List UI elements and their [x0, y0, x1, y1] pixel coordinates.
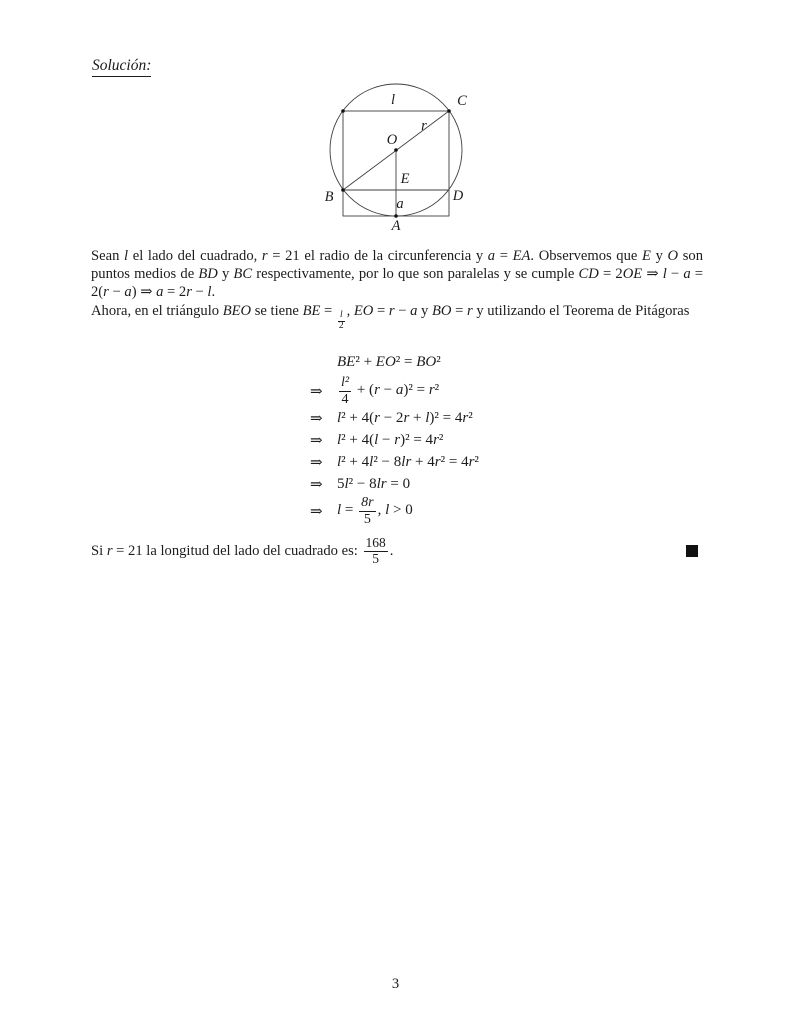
equation-text: 5l² − 8lr = 0 [337, 475, 411, 492]
conclusion-line: Si r = 21 la longitud del lado del cuadrado es: $\frac{168}{5}$ . [91, 534, 394, 566]
geometry-figure [316, 80, 476, 236]
equation-row [310, 453, 479, 471]
implies-arrow: ⇒ [310, 503, 323, 520]
label-A: A [391, 218, 401, 234]
qed-marker [686, 545, 698, 557]
label-O: O [386, 132, 398, 148]
label-C: C [457, 93, 467, 109]
solution-heading: Solución: [92, 57, 151, 77]
implies-arrow: ⇒ [310, 432, 323, 449]
implies-arrow: ⇒ [310, 476, 323, 493]
equation-text: BE² + EO² = BO² [337, 353, 441, 370]
dot-top-left-corner [341, 109, 345, 113]
paragraph-triangle: Ahora, en el triángulo BEO se tiene BE = $\frac{l}{2}$ , EO = r − a y BO = r y utilizando el Teorema de Pitágoras [91, 303, 690, 331]
equation-text: $\frac{\text{l²}}{4}$ + (r − a)² = r² [341, 375, 440, 407]
fraction: $\frac{l}{2}$ [338, 310, 344, 331]
equation-text: l² + 4(r − 2r + l)² = 4r² [337, 409, 473, 426]
equation-row [310, 409, 479, 427]
implies-arrow: ⇒ [310, 383, 323, 400]
equation-block [310, 353, 479, 527]
equation-row [310, 475, 479, 493]
dot-C [447, 109, 451, 113]
equation-row [310, 353, 479, 371]
dot-B [341, 188, 345, 192]
label-B: B [324, 189, 334, 205]
fraction: $\frac{8r}{5}$ [361, 495, 374, 527]
implies-arrow: ⇒ [310, 410, 323, 427]
paragraph-setup: Sean l el lado del cuadrado, r = 21 el radio de la circunferencia y a = EA. Observemos que E y O son puntos medios de BD y BC respectivamente, por lo que son paralelas y se cumple CD = 2OE ⇒ l − a = 2(r − a) ⇒ a = 2r − l. [91, 248, 704, 300]
implies-arrow: ⇒ [310, 454, 323, 471]
label-segment-a: a [396, 196, 404, 212]
equation-row [310, 431, 479, 449]
equation-row [310, 375, 479, 407]
page-number: 3 [391, 976, 400, 992]
circle-square-diagram [316, 80, 476, 236]
fraction: $\frac{168}{5}$ [365, 534, 386, 566]
equation-text: l = $\frac{8r}{5}$ , l > 0 [337, 495, 413, 527]
label-side-l: l [390, 92, 396, 108]
equation-text: l² + 4l² − 8lr + 4r² = 4r² [337, 453, 479, 470]
label-E: E [400, 171, 410, 187]
equation-text: l² + 4(l − r)² = 4r² [337, 431, 444, 448]
label-radius-r: r [421, 118, 427, 134]
fraction: $\frac{\text{l²}}{4}$ [341, 375, 350, 407]
equation-row [310, 495, 479, 527]
label-D: D [452, 188, 464, 204]
dot-O [394, 148, 398, 152]
